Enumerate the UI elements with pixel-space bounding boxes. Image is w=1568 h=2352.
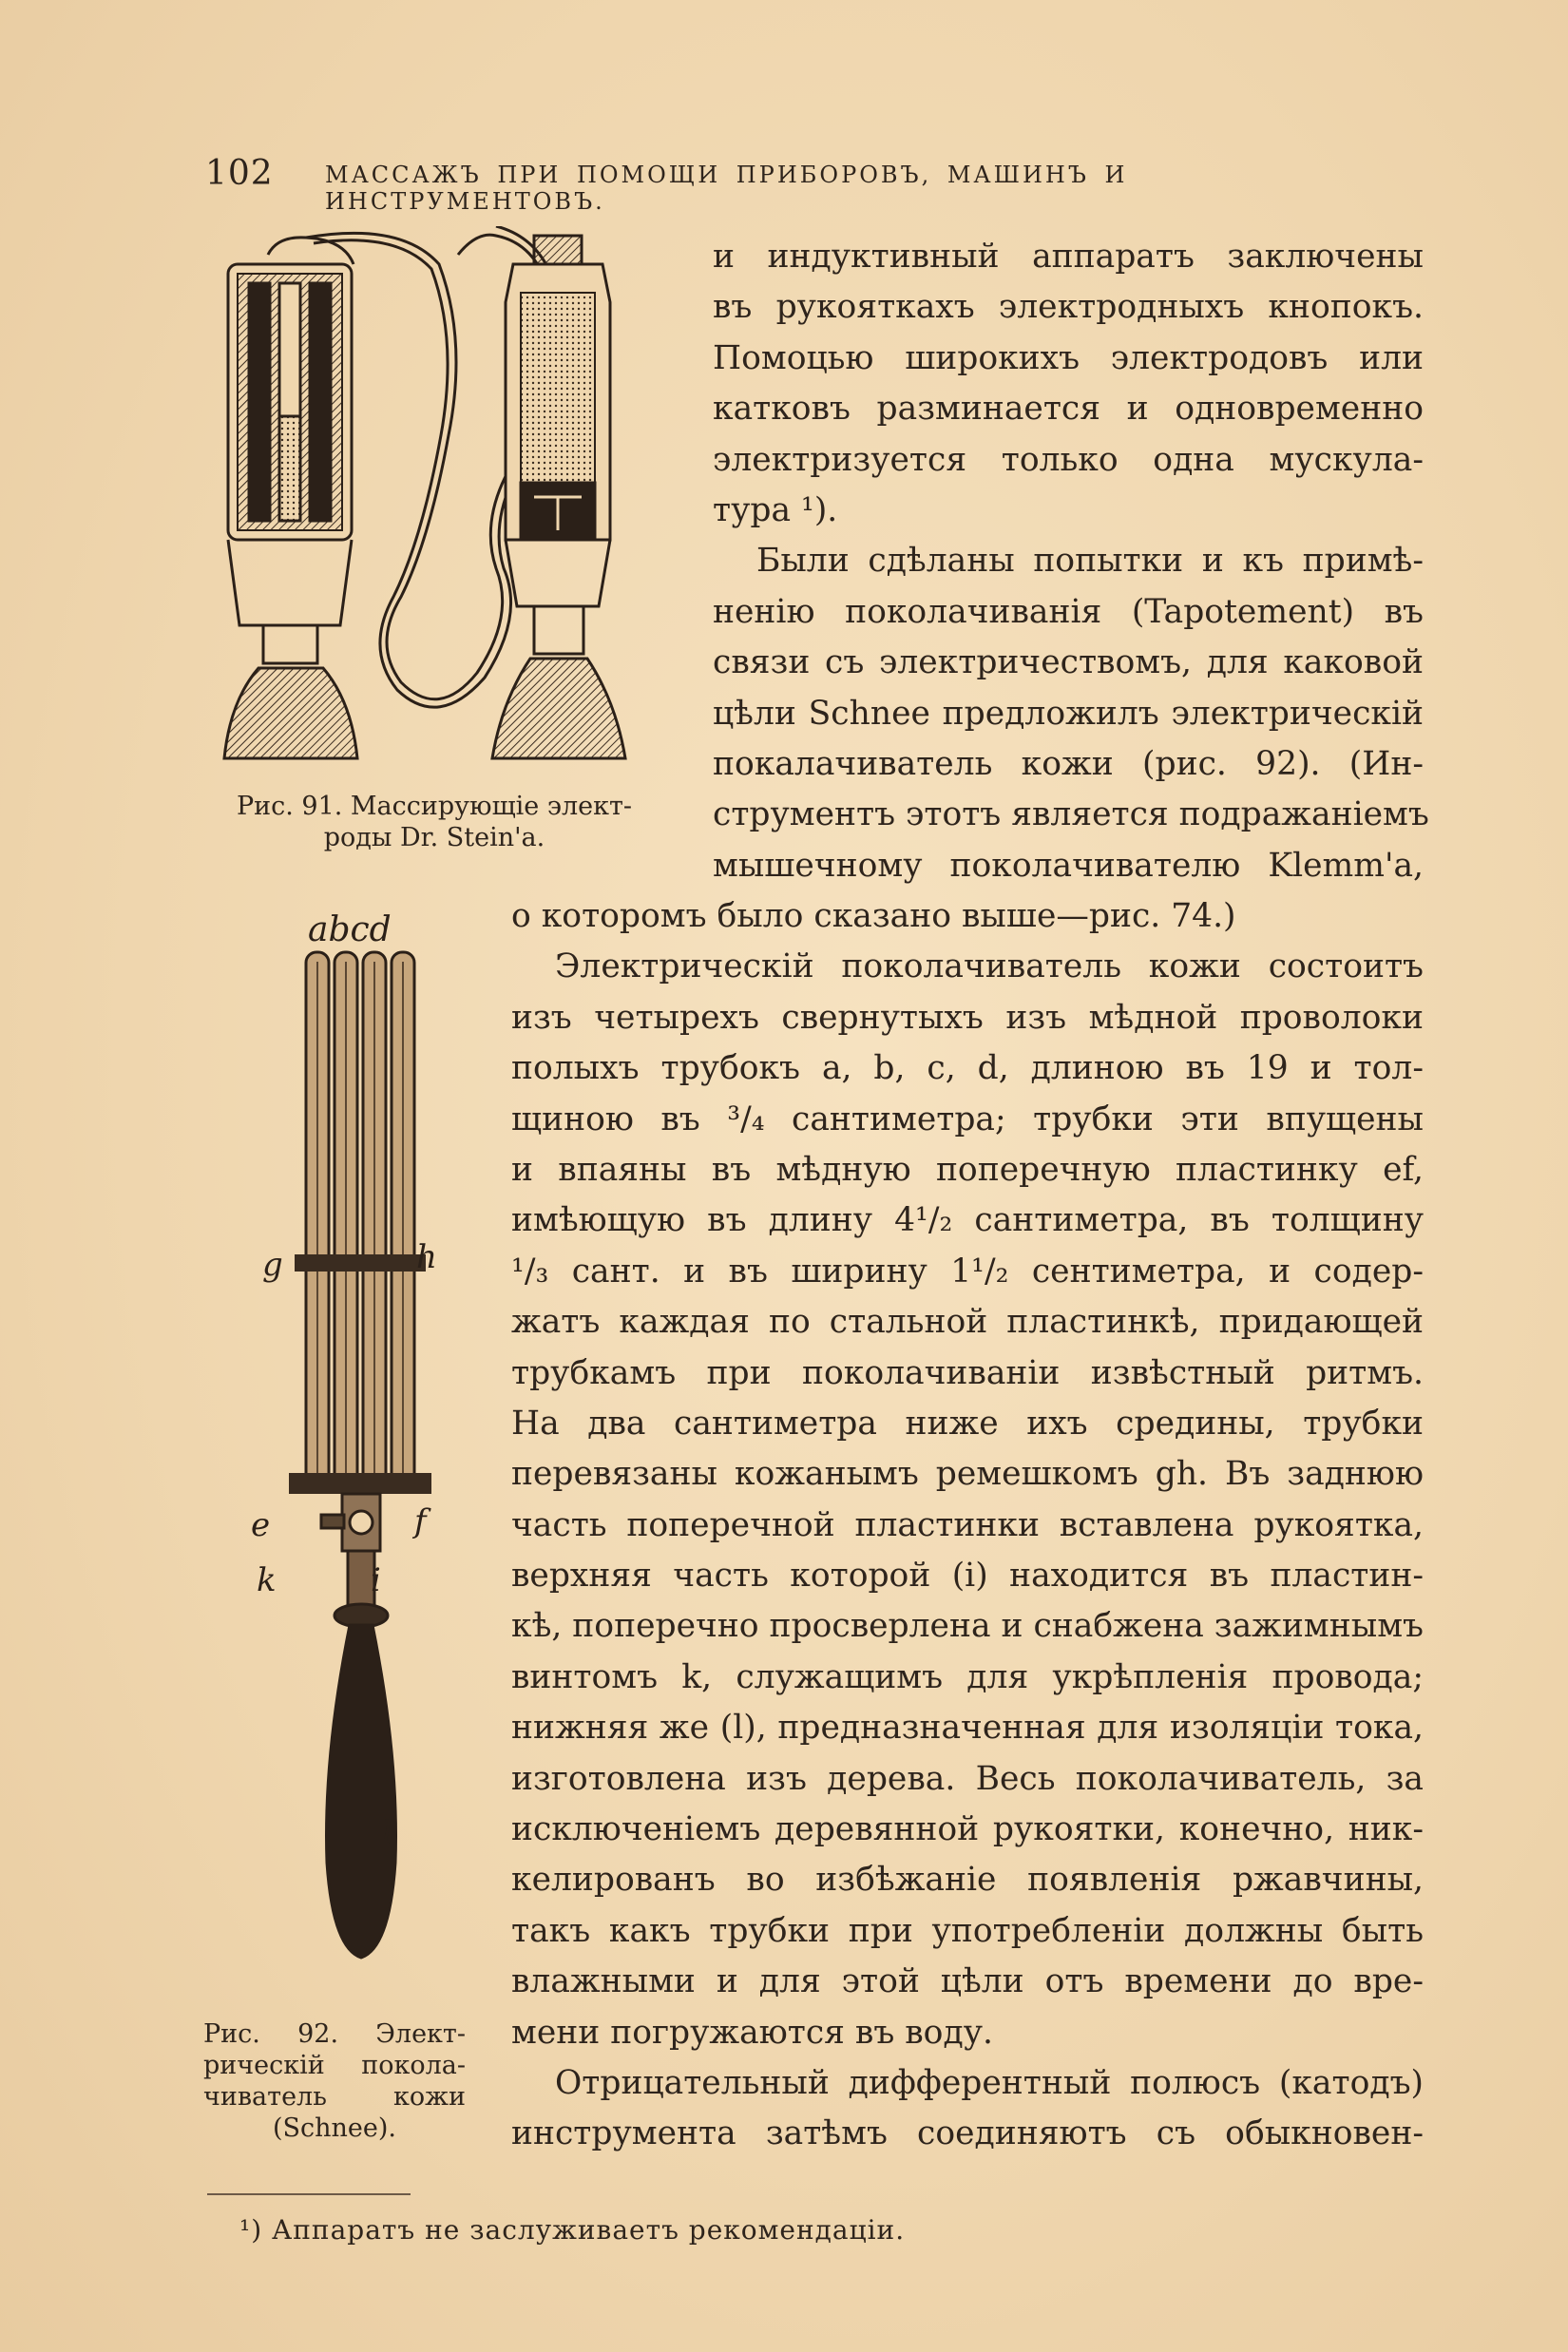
left-electrode bbox=[224, 238, 357, 758]
label-f: f bbox=[414, 1502, 427, 1540]
text-line: Помоцью широкихъ электродовъ или bbox=[713, 338, 1424, 377]
text-line: Были сдѣланы попытки и къ примѣ- bbox=[756, 542, 1424, 581]
text-line: исключеніемъ деревянной рукоятки, конечно, ник- bbox=[511, 1810, 1424, 1849]
text-line: ¹/₃ сант. и въ ширину 1¹/₂ сентиметра, и содер- bbox=[511, 1252, 1424, 1291]
text-line: На два сантиметра ниже ихъ средины, трубки bbox=[511, 1404, 1424, 1443]
text-line: винтомъ k, служащимъ для укрѣпленія провода; bbox=[511, 1657, 1424, 1696]
label-g: g bbox=[262, 1246, 283, 1284]
text-line: часть поперечной пластинки вставлена рукоятка, bbox=[511, 1505, 1424, 1544]
text-line: въ рукояткахъ электродныхъ кнопокъ. bbox=[713, 288, 1424, 327]
caption-line: Рис. 91. Массирующіе элект- bbox=[236, 792, 633, 821]
label-i: i bbox=[371, 1561, 381, 1599]
text-line: верхняя часть которой (i) находится въ пластин- bbox=[511, 1557, 1424, 1596]
text-line: о которомъ было сказано выше—рис. 74.) bbox=[511, 897, 1236, 935]
text-line: Электрическій поколачиватель кожи состоитъ bbox=[555, 947, 1424, 986]
footnote-rule bbox=[207, 2193, 411, 2195]
page-number: 102 bbox=[205, 154, 274, 193]
text-line: перевязаны кожанымъ ремешкомъ gh. Въ заднюю bbox=[511, 1455, 1424, 1494]
text-line: и впаяны въ мѣдную поперечную пластинку ef, bbox=[511, 1150, 1424, 1189]
text-line: покалачиватель кожи (рис. 92). (Ин- bbox=[713, 744, 1424, 783]
running-head: МАССАЖЪ ПРИ ПОМОЩИ ПРИБОРОВЪ, МАШИНЪ И ИНСТРУМЕНТОВЪ. bbox=[325, 162, 1128, 215]
text-line: трубкамъ при поколачиваніи извѣстный ритмъ. bbox=[511, 1353, 1424, 1392]
text-line: Отрицательный дифферентный полюсъ (катодъ) bbox=[555, 2063, 1424, 2102]
text-line: изъ четырехъ свернутыхъ изъ мѣдной проволоки bbox=[511, 998, 1424, 1037]
text-line: такъ какъ трубки при употребленіи должны быть bbox=[511, 1911, 1424, 1950]
label-l: l bbox=[382, 1814, 392, 1852]
page-header bbox=[205, 154, 1308, 215]
main-column-text bbox=[511, 891, 1424, 2160]
figure-92-percussor bbox=[228, 903, 513, 1986]
label-abcd: abcd bbox=[308, 910, 392, 949]
text-line: щиною въ ³/₄ сантиметра; трубки эти впущены bbox=[511, 1100, 1424, 1138]
leather-strap-gh bbox=[295, 1254, 426, 1272]
label-k: k bbox=[257, 1561, 277, 1599]
text-line: струментъ этотъ является подражаніемъ bbox=[713, 795, 1429, 834]
text-line: нижняя же (l), предназначенная для изоляціи тока, bbox=[511, 1709, 1424, 1748]
text-line: полыхъ трубокъ a, b, c, d, длиною въ 19 и тол- bbox=[511, 1049, 1424, 1088]
label-e: e bbox=[251, 1506, 271, 1544]
text-line: цѣли Schnee предложилъ электрическій bbox=[713, 694, 1424, 733]
figure-91-caption bbox=[201, 791, 667, 853]
text-line: связи съ электричествомъ, для каковой bbox=[713, 643, 1424, 682]
figure-91-electrodes bbox=[211, 226, 677, 777]
caption-line: рическій покола- bbox=[203, 2051, 466, 2080]
percussor-tubes bbox=[306, 952, 414, 1484]
text-line: электризуется только одна мускула- bbox=[713, 440, 1424, 479]
caption-line: Рис. 92. Элект- bbox=[203, 2019, 466, 2049]
cross-plate-ef bbox=[289, 1473, 431, 1494]
text-line: жатъ каждая по стальной пластинкѣ, придающей bbox=[511, 1303, 1424, 1342]
text-line: келированъ во избѣжаніе появленія ржавчины, bbox=[511, 1861, 1424, 1900]
text-line: катковъ разминается и одновременно bbox=[713, 390, 1424, 429]
text-line: инструмента затѣмъ соединяютъ съ обыкновен- bbox=[511, 2114, 1424, 2153]
figure-92-caption bbox=[203, 2018, 466, 2144]
text-line: ненію поколачиванія (Tapotement) въ bbox=[713, 592, 1424, 631]
text-line: кѣ, поперечно просверлена и снабжена зажимнымъ bbox=[511, 1607, 1424, 1646]
text-line: мышечному поколачивателю Klemm'а, bbox=[713, 846, 1424, 885]
label-h: h bbox=[416, 1238, 437, 1276]
right-column-text bbox=[713, 232, 1429, 891]
text-line: тура ¹). bbox=[713, 490, 838, 529]
percussor-handle bbox=[321, 1494, 396, 1958]
footnote: ¹) Аппаратъ не заслуживаетъ рекомендаціи. bbox=[239, 2214, 906, 2246]
caption-line: роды Dr. Stein'а. bbox=[323, 823, 545, 852]
text-line: и индуктивный аппаратъ заключены bbox=[713, 238, 1424, 276]
caption-line: (Schnee). bbox=[272, 2113, 396, 2143]
text-line: влажными и для этой цѣли отъ времени до вре- bbox=[511, 1962, 1424, 2001]
right-electrode bbox=[492, 236, 625, 758]
text-line: изготовлена изъ дерева. Весь поколачиватель, за bbox=[511, 1759, 1424, 1798]
text-line: имѣющую въ длину 4¹/₂ сантиметра, въ толщину bbox=[511, 1201, 1424, 1240]
caption-line: чиватель кожи bbox=[203, 2082, 466, 2112]
text-line: мени погружаются въ воду. bbox=[511, 2013, 993, 2052]
